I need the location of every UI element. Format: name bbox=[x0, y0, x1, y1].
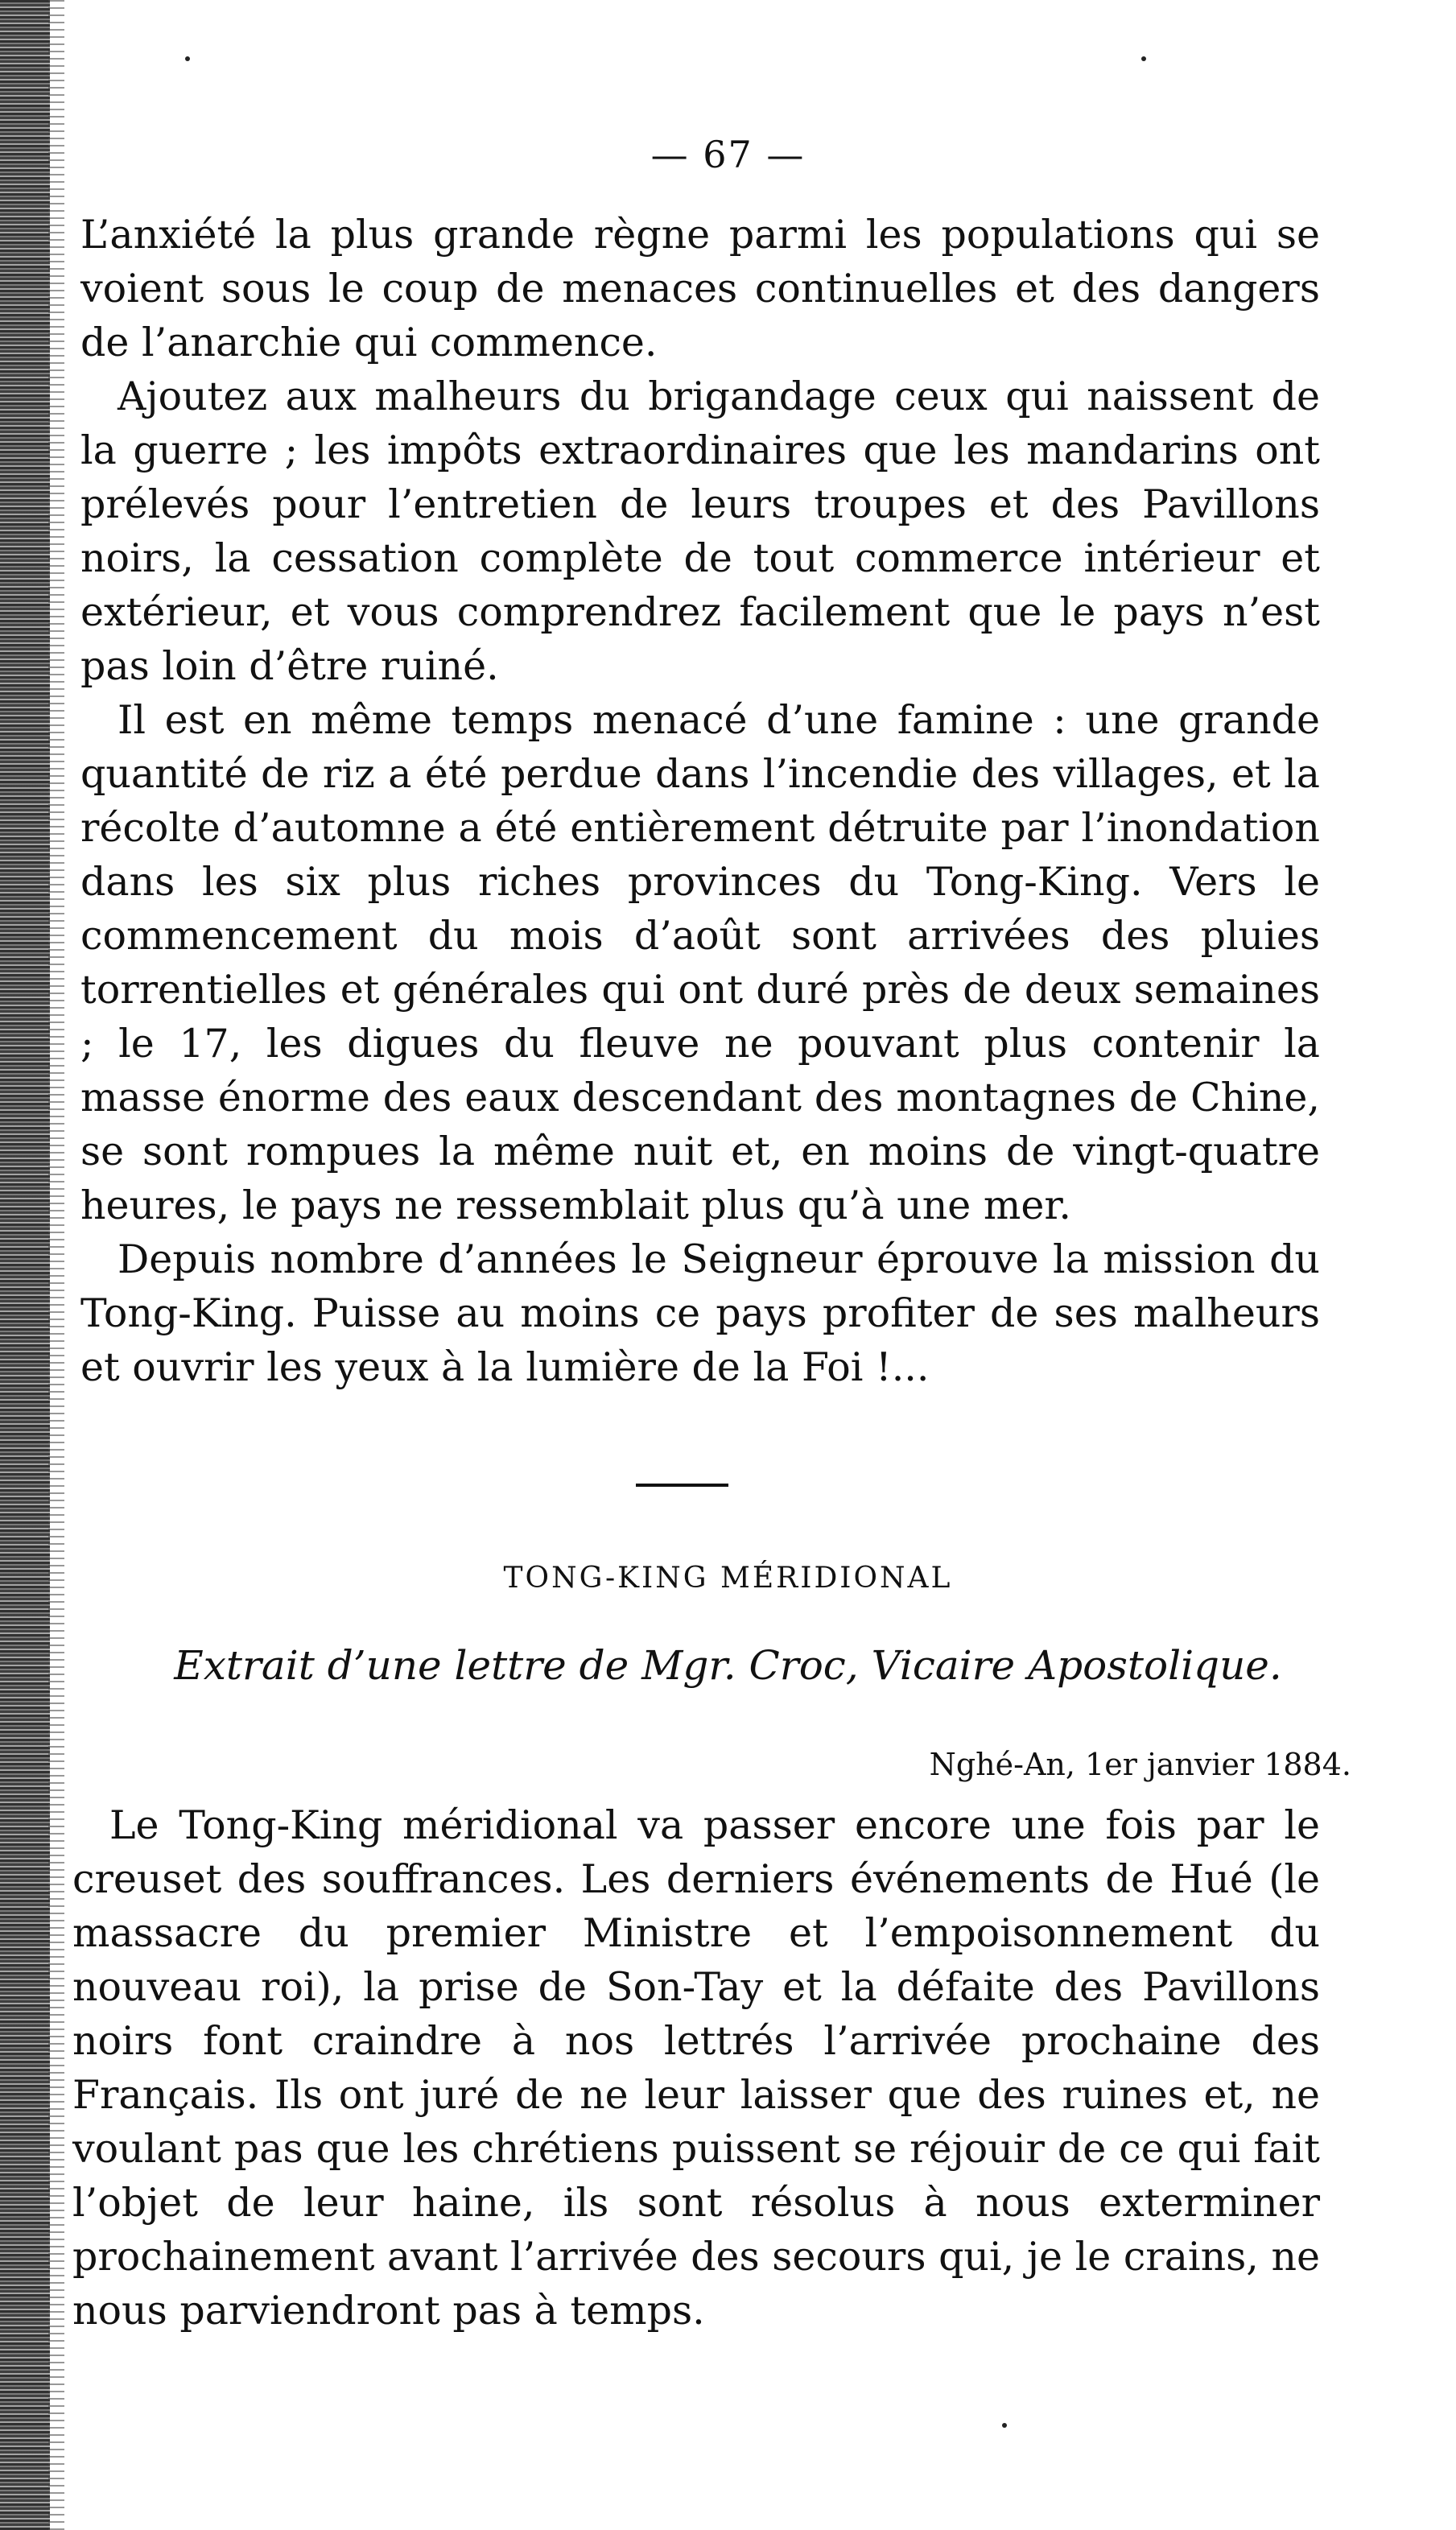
page-number: — 67 — bbox=[650, 133, 806, 176]
paragraph: L’anxiété la plus grande règne parmi les populations qui se voient sous le coup de menaces continuelles et des dangers de l’anarchie qui commence. bbox=[80, 212, 1320, 365]
paragraph: Ajoutez aux malheurs du brigandage ceux qui naissent de la guerre ; les impôts extraordinaires que les mandarins ont prélevés pour l’entretien de leurs troupes et des Pavillons noirs, la cessation complète de tout commerce intérieur et extérieur, et vous comprendrez facilement que le pays n’est pas loin d’être ruiné. bbox=[80, 374, 1320, 689]
ink-speck bbox=[185, 56, 190, 61]
letter-dateline: Nghé-An, 1er janvier 1884. bbox=[929, 1747, 1351, 1782]
ink-speck bbox=[1141, 56, 1146, 61]
section-divider bbox=[636, 1484, 728, 1487]
body-text-section-2 bbox=[72, 1798, 1320, 2338]
paragraph: Depuis nombre d’années le Seigneur éprouve la mission du Tong-King. Puisse au moins ce pays profiter de ses malheurs et ouvrir les yeux à la lumière de la Foi !... bbox=[80, 1236, 1320, 1390]
paragraph: Le Tong-King méridional va passer encore une fois par le creuset des souffrances. Les derniers événements de Hué (le massacre du premier Ministre et l’empoisonnement du nouveau roi), la prise de Son-Tay et la défaite des Pavillons noirs font craindre à nos lettrés l’arrivée prochaine des Français. Ils ont juré de ne leur laisser que des ruines et, ne voulant pas que les chrétiens puissent se réjouir de ce qui fait l’objet de leur haine, ils sont résolus à nous exterminer prochainement avant l’arrivée des secours qui, je le crains, ne nous parviendront pas à temps. bbox=[72, 1802, 1320, 2334]
book-spine-shadow bbox=[48, 0, 64, 2530]
section-heading: TONG-KING MÉRIDIONAL bbox=[503, 1562, 953, 1595]
body-text-section-1 bbox=[80, 208, 1320, 1394]
book-spine-edge bbox=[0, 0, 50, 2530]
extract-subtitle: Extrait d’une lettre de Mgr. Croc, Vicaire Apostolique. bbox=[174, 1642, 1282, 1689]
ink-speck bbox=[1002, 2423, 1007, 2428]
paragraph: Il est en même temps menacé d’une famine : une grande quantité de riz a été perdue dans l’incendie des villages, et la récolte d’automne a été entièrement détruite par l’inondation dans les six plus riches provinces du Tong-King. Vers le commencement du mois d’août sont arrivées des pluies torrentielles et générales qui ont duré près de deux semaines ; le 17, les digues du fleuve ne pouvant plus contenir la masse énorme des eaux descendant des montagnes de Chine, se sont rompues la même nuit et, en moins de vingt-quatre heures, le pays ne ressemblait plus qu’à une mer. bbox=[80, 697, 1320, 1228]
